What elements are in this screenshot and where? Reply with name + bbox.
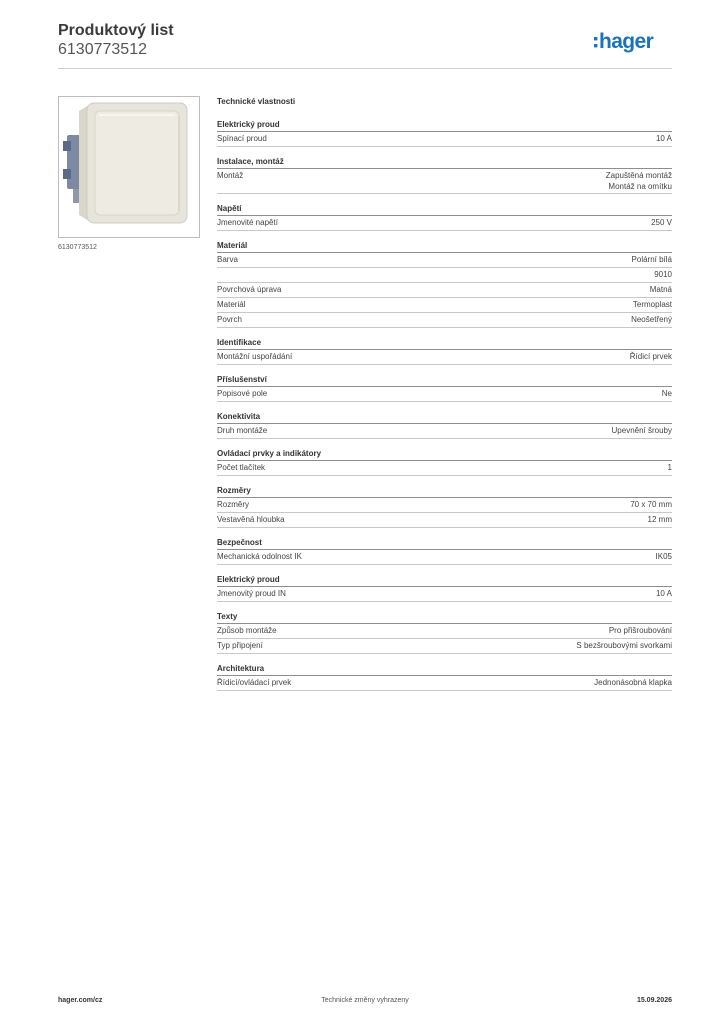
product-code: 6130773512 — [58, 41, 147, 58]
section-heading: Ovládací prvky a indikátory — [217, 448, 672, 461]
spec-label: Povrchová úprava — [217, 285, 282, 294]
spec-label: Materiál — [217, 300, 246, 309]
section-heading: Elektrický proud — [217, 574, 672, 587]
spec-value-line: Neošetřený — [631, 315, 672, 324]
section-heading: Napětí — [217, 203, 672, 216]
spec-value — [631, 314, 672, 325]
image-caption: 6130773512 — [58, 244, 97, 251]
spec-section — [217, 203, 672, 231]
page-footer — [58, 997, 672, 1009]
section-heading: Materiál — [217, 240, 672, 253]
section-heading: Konektivita — [217, 411, 672, 424]
spec-value-line: Pro přišroubování — [608, 626, 672, 635]
spec-label: Rozměry — [217, 500, 250, 509]
spec-row — [217, 587, 672, 602]
section-heading: Architektura — [217, 663, 672, 676]
spec-value-line: Montáž na omítku — [608, 182, 672, 191]
spec-label: Mechanická odolnost IK — [217, 552, 302, 561]
spec-value-line: Řídicí prvek — [629, 352, 672, 361]
spec-label: Jmenovitý proud IN — [217, 589, 286, 598]
section-heading: Instalace, montáž — [217, 156, 672, 169]
spec-value-line: 12 mm — [647, 515, 672, 524]
spec-value-line: 10 A — [655, 589, 672, 598]
spec-section — [217, 663, 672, 691]
spec-label: Počet tlačítek — [217, 463, 266, 472]
spec-value — [656, 588, 672, 599]
spec-label: Druh montáže — [217, 426, 268, 435]
spec-section — [217, 374, 672, 402]
spec-value-line: Ne — [661, 389, 672, 398]
spec-label: Povrch — [217, 315, 242, 324]
spec-row — [217, 624, 672, 639]
spec-row — [217, 132, 672, 147]
spec-row — [217, 313, 672, 328]
spec-value-line: 10 A — [655, 134, 672, 143]
spec-section — [217, 485, 672, 528]
spec-section — [217, 240, 672, 328]
spec-label: Montážní uspořádání — [217, 352, 293, 361]
spec-value-line: Termoplast — [632, 300, 672, 309]
section-heading: Elektrický proud — [217, 119, 672, 132]
spec-value — [606, 170, 672, 192]
footer-date: 15.09.2026 — [636, 997, 672, 1004]
spec-value — [662, 388, 672, 399]
footer-disclaimer: Technické změny vyhrazeny — [321, 997, 409, 1004]
specs-title: Technické vlastnosti — [217, 97, 296, 106]
spec-section — [217, 119, 672, 147]
spec-value — [630, 351, 672, 362]
footer-website-link[interactable]: hager.com/cz — [58, 997, 103, 1004]
spec-value-line: Upevnění šrouby — [611, 426, 672, 435]
spec-value — [609, 625, 672, 636]
spec-value — [648, 514, 672, 525]
spec-row — [217, 424, 672, 439]
page-title: Produktový list — [58, 22, 174, 39]
spec-row — [217, 268, 672, 283]
section-heading: Příslušenství — [217, 374, 672, 387]
spec-value — [668, 462, 672, 473]
spec-label: Barva — [217, 255, 238, 264]
spec-label: Typ připojení — [217, 641, 263, 650]
spec-row — [217, 498, 672, 513]
section-heading: Rozměry — [217, 485, 672, 498]
spec-value — [656, 133, 672, 144]
spec-value-line: 70 x 70 mm — [630, 500, 672, 509]
spec-value — [633, 299, 672, 310]
spec-value — [576, 640, 672, 651]
spec-row — [217, 283, 672, 298]
spec-label: Řídicí/ovládací prvek — [217, 678, 292, 687]
spec-label: Vestavěná hloubka — [217, 515, 285, 524]
spec-label: Jmenovité napětí — [217, 218, 278, 227]
spec-row — [217, 216, 672, 231]
spec-row — [217, 461, 672, 476]
spec-label: Popisové pole — [217, 389, 268, 398]
spec-value-line: Zapuštěná montáž — [605, 171, 672, 180]
spec-value — [656, 551, 672, 562]
spec-value-line: 1 — [667, 463, 672, 472]
spec-value — [594, 677, 672, 688]
spec-label: Spínací proud — [217, 134, 267, 143]
spec-value — [654, 269, 672, 280]
spec-row — [217, 639, 672, 654]
switch-picture — [59, 97, 199, 237]
spec-value-line: Jednonásobná klapka — [594, 678, 672, 687]
spec-row — [217, 550, 672, 565]
section-heading: Texty — [217, 611, 672, 624]
spec-section — [217, 156, 672, 194]
spec-row — [217, 253, 672, 268]
logo-text: hager — [599, 30, 654, 53]
spec-value-line: S bezšroubovými svorkami — [576, 641, 672, 650]
spec-row — [217, 387, 672, 402]
spec-section — [217, 574, 672, 602]
spec-value — [651, 217, 672, 228]
spec-section — [217, 337, 672, 365]
hager-logo — [594, 30, 674, 54]
spec-section — [217, 411, 672, 439]
spec-row — [217, 513, 672, 528]
spec-value — [630, 499, 672, 510]
spec-value-line: Matná — [649, 285, 672, 294]
technical-specs — [217, 96, 672, 691]
header-divider — [58, 68, 672, 69]
spec-value-line: 250 V — [651, 218, 672, 227]
spec-row — [217, 350, 672, 365]
spec-label: Montáž — [217, 171, 244, 180]
spec-value-line: Polární bílá — [631, 255, 672, 264]
spec-value — [612, 425, 672, 436]
spec-section — [217, 537, 672, 565]
spec-row — [217, 676, 672, 691]
spec-value — [650, 284, 672, 295]
spec-value — [632, 254, 672, 265]
spec-section — [217, 611, 672, 654]
spec-section — [217, 448, 672, 476]
section-heading: Bezpečnost — [217, 537, 672, 550]
document-header — [58, 22, 174, 59]
spec-label: Způsob montáže — [217, 626, 277, 635]
spec-sections — [217, 119, 672, 691]
spec-row — [217, 298, 672, 313]
spec-row — [217, 169, 672, 194]
spec-value-line: IK05 — [655, 552, 672, 561]
section-heading: Identifikace — [217, 337, 672, 350]
product-image — [58, 96, 200, 238]
spec-value-line: 9010 — [654, 270, 672, 279]
